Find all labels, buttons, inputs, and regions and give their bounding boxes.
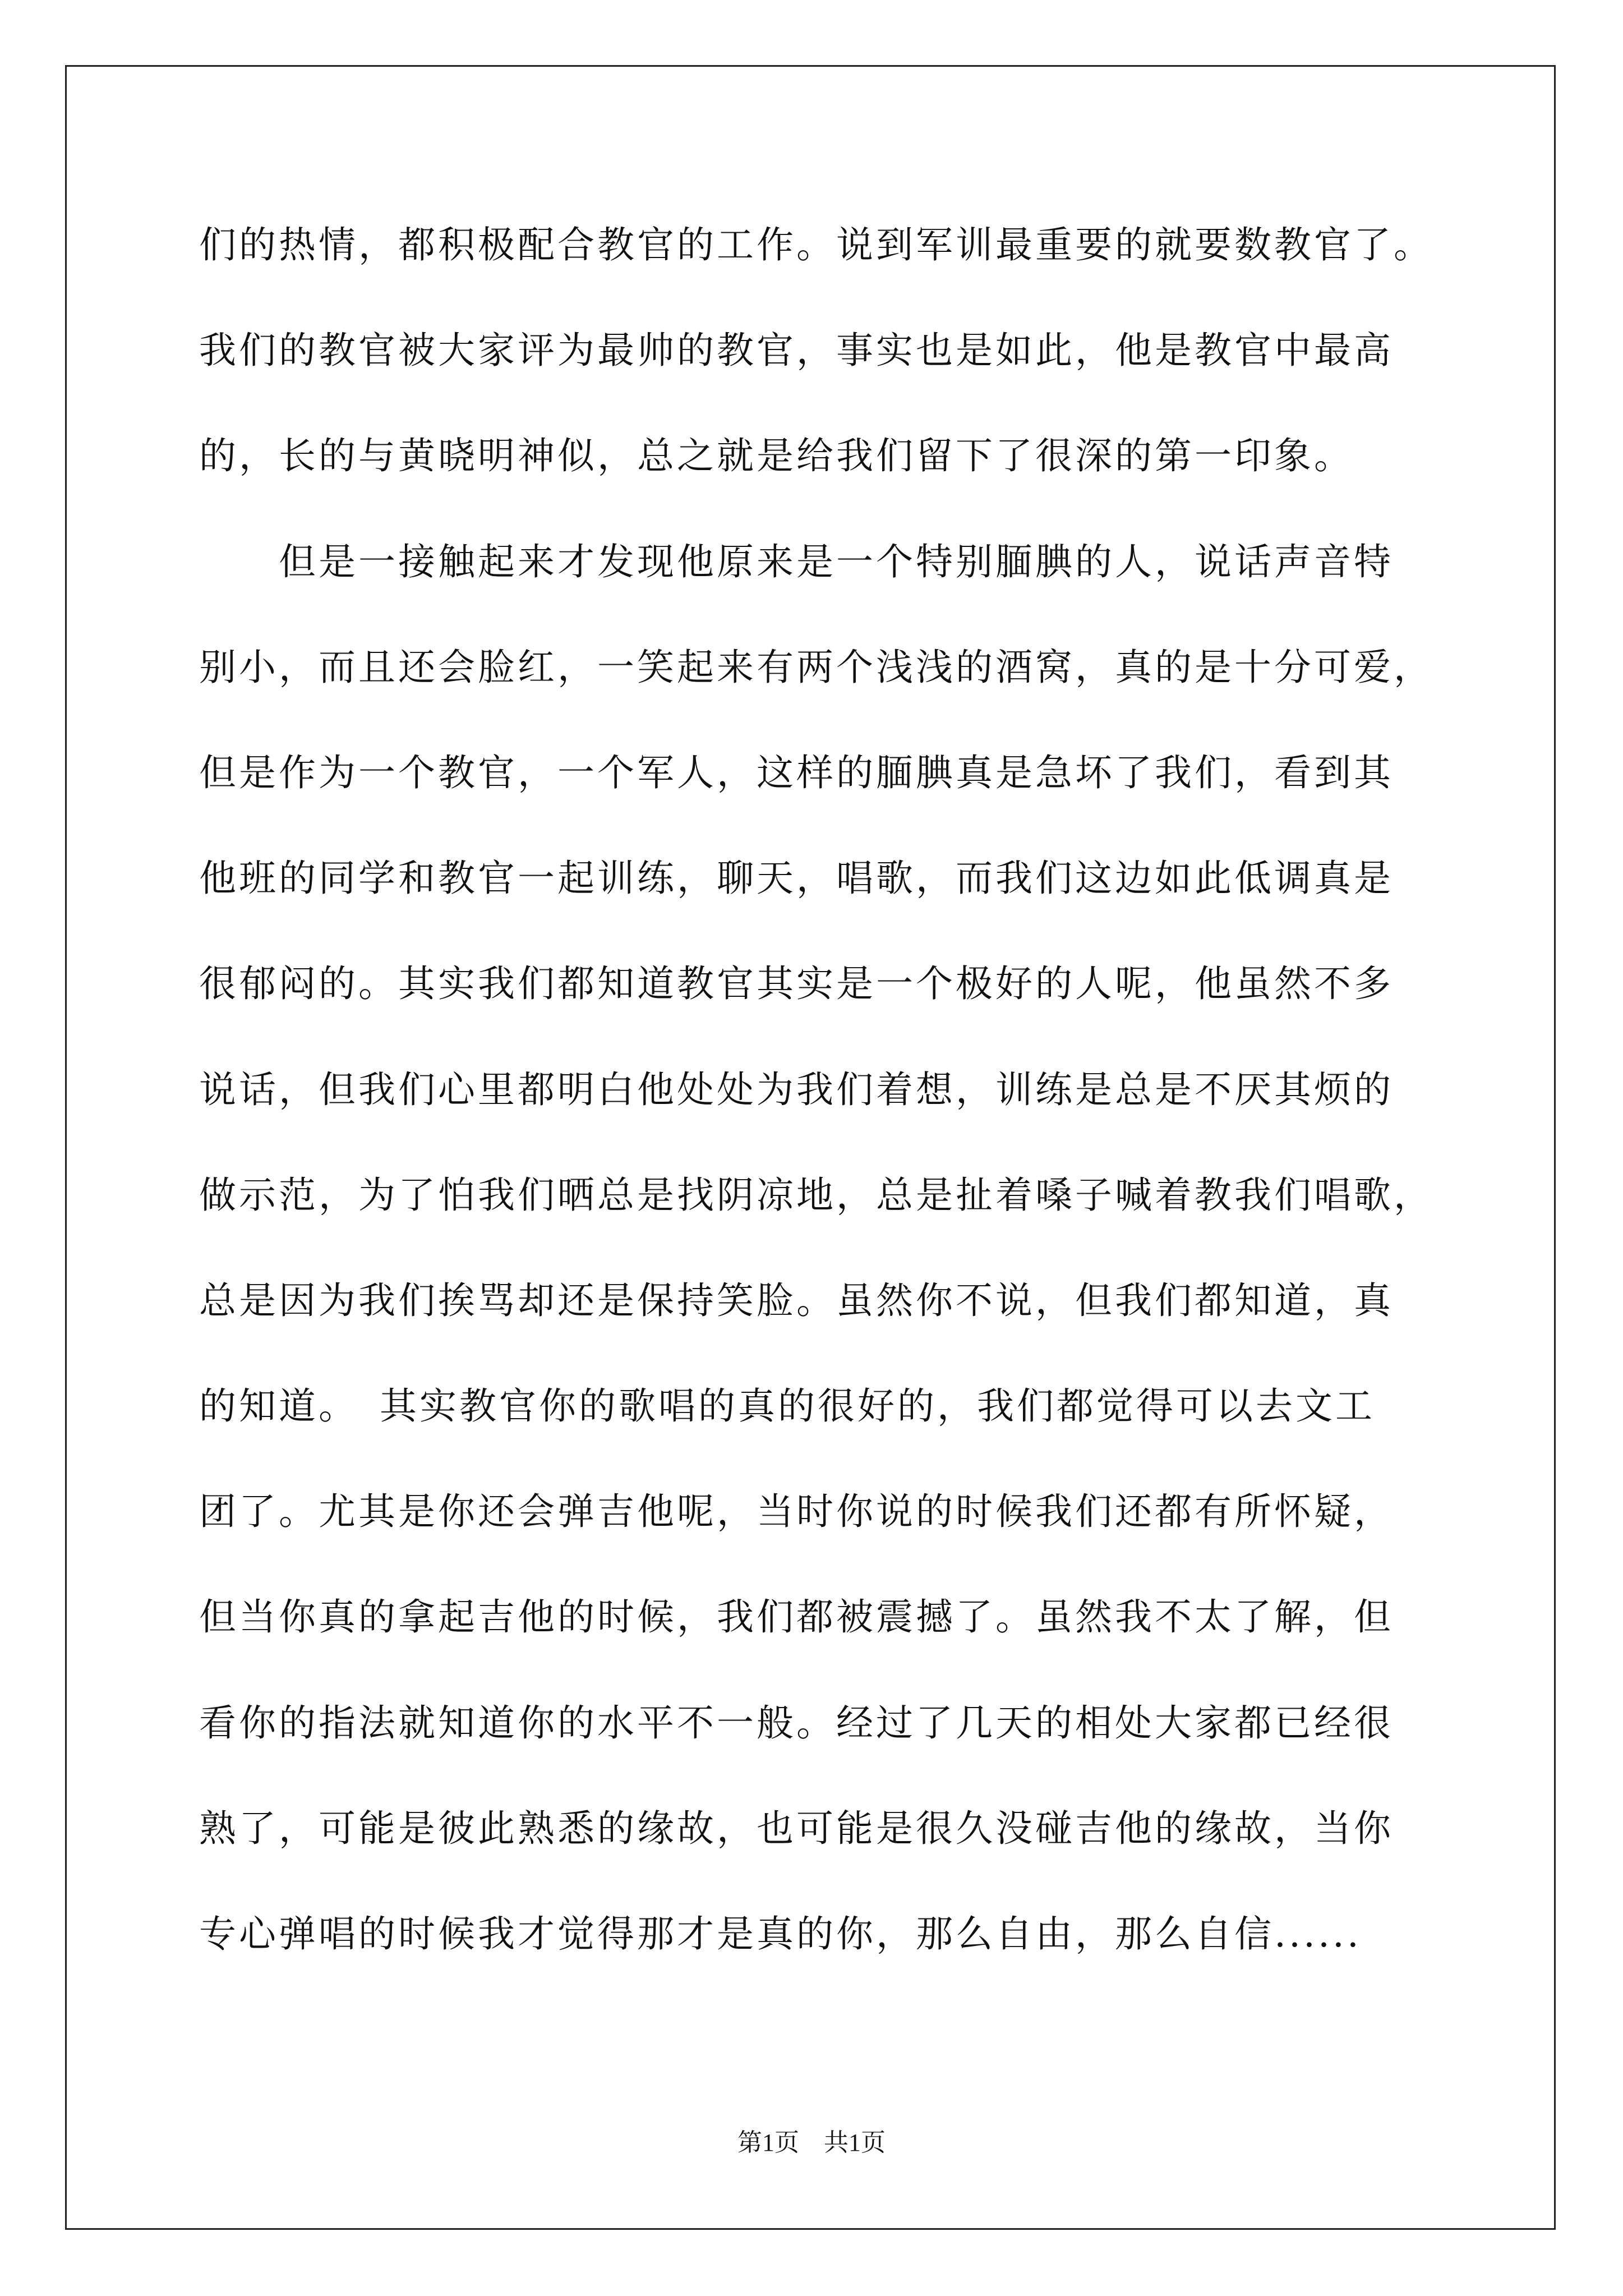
text-line: 做示范，为了怕我们晒总是找阴凉地，总是扯着嗓子喊着教我们唱歌， — [199, 1173, 1433, 1217]
text-line: 说话，但我们心里都明白他处处为我们着想，训练是总是不厌其烦的 — [199, 1068, 1394, 1111]
text-line: 很郁闷的。其实我们都知道教官其实是一个极好的人呢，他虽然不多 — [199, 962, 1394, 1006]
document-body — [199, 192, 1433, 1987]
text-line: 的，长的与黄晓明神似，总之就是给我们留下了很深的第一印象。 — [199, 434, 1354, 478]
text-line: 他班的同学和教官一起训练，聊天，唱歌，而我们这边如此低调真是 — [199, 857, 1394, 900]
text-line: 专心弹唱的时候我才觉得那才是真的你，那么自由，那么自信...... — [199, 1912, 1362, 1955]
text-line: 团了。尤其是你还会弹吉他呢，当时你说的时候我们还都有所怀疑， — [199, 1490, 1394, 1534]
text-line: 熟了，可能是彼此熟悉的缘故，也可能是很久没碰吉他的缘故，当你 — [199, 1806, 1394, 1850]
text-line: 别小，而且还会脸红，一笑起来有两个浅浅的酒窝，真的是十分可爱， — [199, 645, 1433, 689]
text-line: 总是因为我们挨骂却还是保持笑脸。虽然你不说，但我们都知道，真 — [199, 1278, 1394, 1322]
text-line: 我们的教官被大家评为最帅的教官，事实也是如此，他是教官中最高 — [199, 329, 1394, 372]
page-number-footer: 第1页 共1页 — [737, 2129, 886, 2156]
text-line: 但是作为一个教官，一个军人，这样的腼腆真是急坏了我们，看到其 — [199, 751, 1394, 794]
text-line: 看你的指法就知道你的水平不一般。经过了几天的相处大家都已经很 — [199, 1701, 1394, 1745]
text-line: 但是一接触起来才发现他原来是一个特别腼腆的人，说话声音特 — [199, 540, 1394, 583]
text-line: 的知道。 其实教官你的歌唱的真的很好的，我们都觉得可以去文工 — [199, 1384, 1375, 1428]
text-line: 们的热情，都积极配合教官的工作。说到军训最重要的就要数教官了。 — [199, 223, 1433, 266]
text-line: 但当你真的拿起吉他的时候，我们都被震撼了。虽然我不太了解，但 — [199, 1595, 1394, 1639]
